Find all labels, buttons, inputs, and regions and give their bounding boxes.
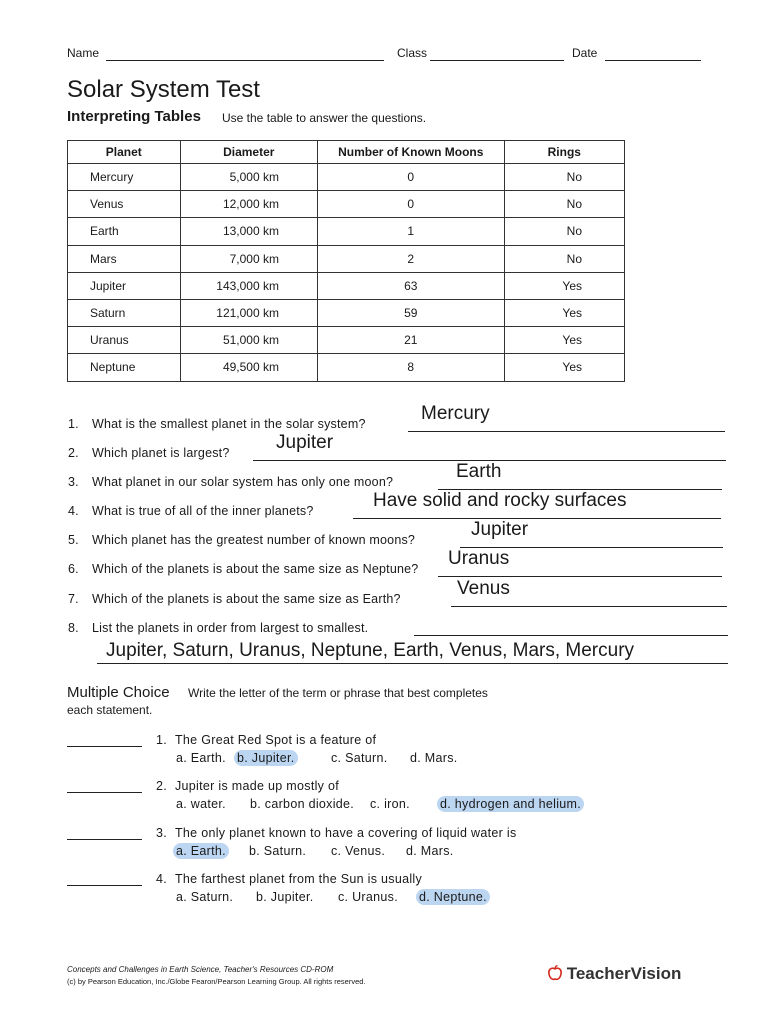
section-instruction: Use the table to answer the questions.	[222, 111, 427, 125]
table-header-row	[68, 141, 625, 164]
question-number: 7.	[68, 592, 79, 606]
mc-option[interactable]	[176, 797, 226, 811]
col-header-rings: Rings	[504, 141, 624, 164]
cell-planet: Mercury	[68, 164, 181, 191]
mc-option-label: a. Earth.	[176, 751, 226, 765]
cell-rings: Yes	[504, 272, 624, 299]
mc-option-label: c. Saturn.	[331, 751, 388, 765]
mc-option[interactable]	[250, 797, 354, 811]
question-text: What is the smallest planet in the solar system?	[92, 417, 366, 431]
question-text: Which planet has the greatest number of known moons?	[92, 533, 416, 547]
table-row	[68, 218, 625, 245]
section-title: Interpreting Tables	[67, 108, 201, 125]
question-text: List the planets in order from largest to smallest.	[92, 621, 369, 635]
question-number: 1.	[68, 417, 79, 431]
class-label: Class	[397, 46, 428, 60]
handwritten-answer: Earth	[456, 461, 502, 482]
table-row	[68, 299, 625, 326]
mc-answer-blank[interactable]	[67, 746, 142, 747]
cell-rings: Yes	[504, 327, 624, 354]
logo-text: TeacherVision	[566, 964, 682, 983]
cell-moons: 1	[317, 218, 504, 245]
col-header-diameter: Diameter	[180, 141, 317, 164]
mc-option-selected-label: d. hydrogen and helium.	[437, 796, 584, 812]
cell-moons: 59	[317, 299, 504, 326]
mc-question-text: The only planet known to have a covering of liquid water is	[175, 826, 517, 840]
cell-planet: Mars	[68, 245, 181, 272]
planet-table	[67, 140, 625, 382]
mc-question-text: The Great Red Spot is a feature of	[175, 733, 377, 747]
date-label: Date	[572, 46, 598, 60]
cell-diameter: 13,000 km	[180, 218, 317, 245]
mc-option-label: b. carbon dioxide.	[250, 797, 355, 811]
table-row	[68, 245, 625, 272]
cell-moons: 2	[317, 245, 504, 272]
question-number: 8.	[68, 621, 79, 635]
mc-option[interactable]	[173, 844, 229, 858]
cell-rings: No	[504, 218, 624, 245]
answer-line[interactable]	[438, 576, 722, 577]
mc-option-label: c. Uranus.	[338, 890, 398, 904]
mc-question-text: Jupiter is made up mostly of	[175, 779, 340, 793]
question-number: 5.	[68, 533, 79, 547]
handwritten-answer: Mercury	[421, 403, 490, 424]
mc-option[interactable]	[234, 751, 298, 765]
mc-option[interactable]	[256, 890, 314, 904]
mc-option[interactable]	[416, 890, 490, 904]
question-text: Which of the planets is about the same size as Neptune?	[92, 562, 419, 576]
mc-option-label: a. water.	[176, 797, 226, 811]
question-text: What is true of all of the inner planets?	[92, 504, 314, 518]
cell-diameter: 121,000 km	[180, 299, 317, 326]
mc-option-label: d. Mars.	[410, 751, 458, 765]
cell-planet: Neptune	[68, 354, 181, 381]
handwritten-answer: Jupiter	[276, 432, 334, 453]
table-row	[68, 164, 625, 191]
cell-rings: No	[504, 164, 624, 191]
mc-option-label: b. Jupiter.	[256, 890, 314, 904]
mc-option[interactable]	[331, 844, 385, 858]
answer-line[interactable]	[414, 635, 728, 636]
cell-rings: No	[504, 245, 624, 272]
teachervision-logo	[548, 964, 681, 984]
mc-number: 1.	[156, 733, 168, 747]
mc-option[interactable]	[437, 797, 584, 811]
mc-instruction-1: Write the letter of the term or phrase that best completes	[188, 686, 488, 700]
table-row	[68, 327, 625, 354]
question-text: What planet in our solar system has only one moon?	[92, 475, 394, 489]
handwritten-answer: Jupiter, Saturn, Uranus, Neptune, Earth, Venus, Mars, Mercury	[106, 640, 635, 661]
handwritten-answer: Jupiter	[471, 519, 529, 540]
mc-option-label: c. iron.	[370, 797, 410, 811]
mc-option-label: d. Mars.	[406, 844, 454, 858]
cell-moons: 21	[317, 327, 504, 354]
cell-moons: 63	[317, 272, 504, 299]
mc-number: 2.	[156, 779, 168, 793]
footer-copyright: (c) by Pearson Education, Inc./Globe Fearon/Pearson Learning Group. All rights reserved.	[67, 977, 366, 986]
question-number: 3.	[68, 475, 79, 489]
mc-number: 3.	[156, 826, 168, 840]
cell-moons: 8	[317, 354, 504, 381]
cell-planet: Earth	[68, 218, 181, 245]
mc-option[interactable]	[406, 844, 454, 858]
question-text: Which of the planets is about the same size as Earth?	[92, 592, 401, 606]
cell-diameter: 51,000 km	[180, 327, 317, 354]
page-title: Solar System Test	[67, 76, 260, 103]
handwritten-answer: Venus	[457, 578, 510, 599]
mc-option[interactable]	[176, 890, 233, 904]
answer-line[interactable]	[451, 606, 727, 607]
mc-question-text: The farthest planet from the Sun is usually	[175, 872, 423, 886]
mc-option[interactable]	[249, 844, 306, 858]
question-text: Which planet is largest?	[92, 446, 230, 460]
mc-number: 4.	[156, 872, 168, 886]
cell-diameter: 5,000 km	[180, 164, 317, 191]
mc-heading: Multiple Choice	[67, 684, 170, 701]
mc-option-selected-label: d. Neptune.	[416, 889, 490, 905]
mc-option-label: b. Saturn.	[249, 844, 307, 858]
handwritten-answer: Have solid and rocky surfaces	[373, 490, 627, 511]
cell-diameter: 7,000 km	[180, 245, 317, 272]
answer-line[interactable]	[97, 663, 728, 664]
mc-option[interactable]	[410, 751, 458, 765]
mc-instruction-2: each statement.	[67, 703, 153, 717]
mc-option[interactable]	[338, 890, 398, 904]
mc-option[interactable]	[370, 797, 410, 811]
mc-option[interactable]	[331, 751, 388, 765]
mc-answer-blank[interactable]	[67, 839, 142, 840]
mc-option-label: a. Saturn.	[176, 890, 234, 904]
cell-planet: Venus	[68, 191, 181, 218]
cell-planet: Jupiter	[68, 272, 181, 299]
name-field[interactable]	[106, 60, 384, 61]
apple-icon	[548, 964, 567, 983]
cell-rings: Yes	[504, 299, 624, 326]
cell-moons: 0	[317, 164, 504, 191]
table-row	[68, 191, 625, 218]
cell-moons: 0	[317, 191, 504, 218]
answer-line[interactable]	[408, 431, 725, 432]
table-row	[68, 272, 625, 299]
col-header-planet: Planet	[68, 141, 181, 164]
col-header-moons: Number of Known Moons	[317, 141, 504, 164]
cell-diameter: 143,000 km	[180, 272, 317, 299]
cell-rings: No	[504, 191, 624, 218]
date-field[interactable]	[605, 60, 701, 61]
mc-option-label: c. Venus.	[331, 844, 386, 858]
mc-option-selected-label: b. Jupiter.	[234, 750, 298, 766]
cell-diameter: 49,500 km	[180, 354, 317, 381]
cell-planet: Uranus	[68, 327, 181, 354]
cell-rings: Yes	[504, 354, 624, 381]
mc-answer-blank[interactable]	[67, 885, 142, 886]
answer-line[interactable]	[353, 518, 721, 519]
handwritten-answer: Uranus	[448, 548, 510, 569]
table-row	[68, 354, 625, 381]
mc-option-selected-label: a. Earth.	[173, 843, 229, 859]
question-number: 2.	[68, 446, 79, 460]
class-field[interactable]	[430, 60, 564, 61]
mc-answer-blank[interactable]	[67, 792, 142, 793]
question-number: 6.	[68, 562, 79, 576]
footer-source: Concepts and Challenges in Earth Science, Teacher's Resources CD-ROM	[67, 965, 334, 974]
question-number: 4.	[68, 504, 79, 518]
cell-diameter: 12,000 km	[180, 191, 317, 218]
name-label: Name	[67, 46, 100, 60]
mc-option[interactable]	[176, 751, 226, 765]
cell-planet: Saturn	[68, 299, 181, 326]
